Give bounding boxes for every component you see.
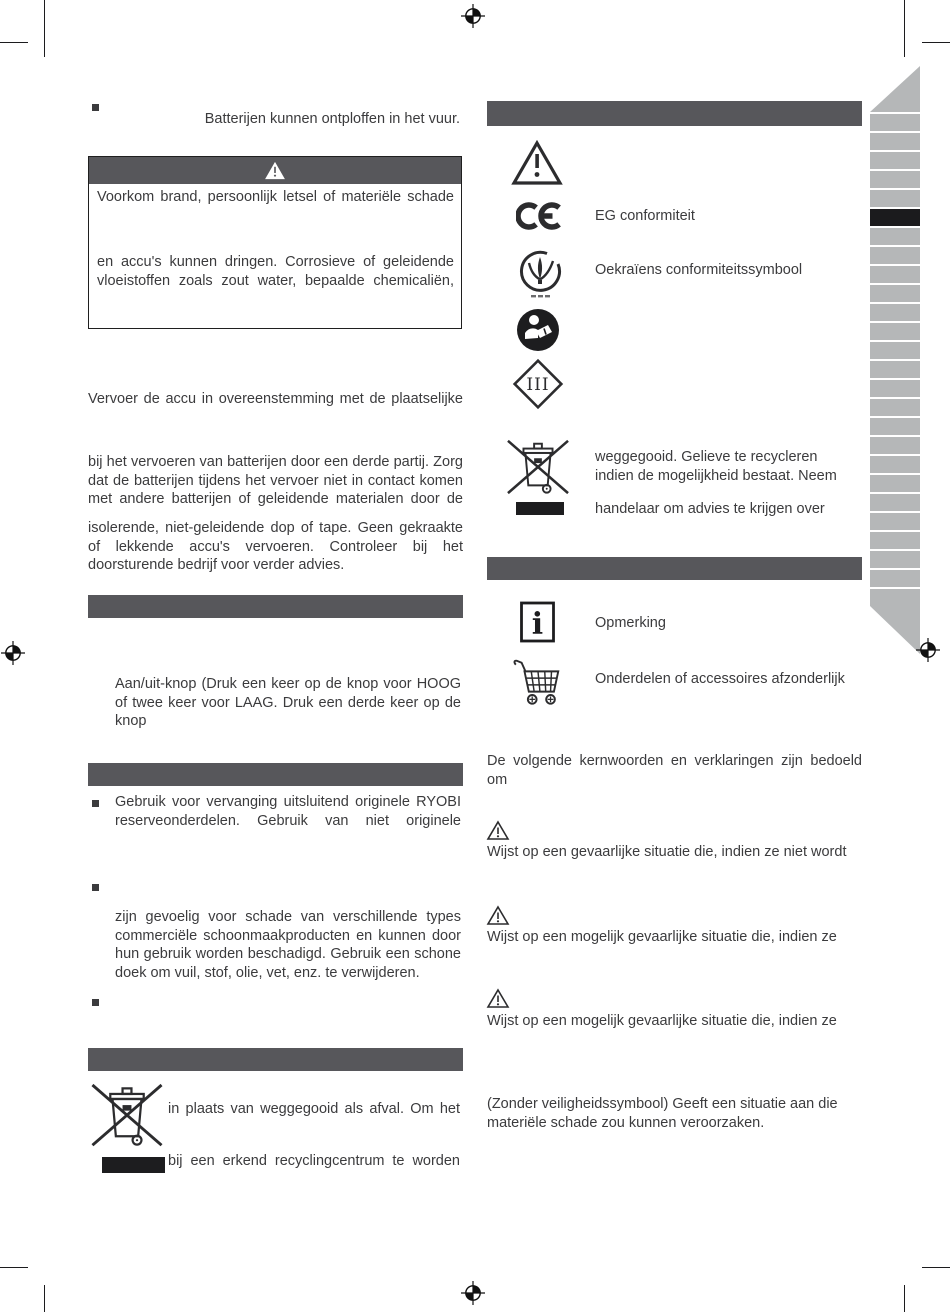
crop-mark (922, 42, 950, 43)
class-iii-icon (511, 358, 565, 410)
warning-triangle-icon (486, 988, 510, 1009)
warning-box (88, 156, 462, 329)
section-header-bar (487, 557, 862, 580)
weee-solid-bar (102, 1157, 165, 1173)
language-tab (870, 399, 920, 416)
weee-bin-icon (503, 435, 573, 497)
transport-paragraph-3: isolerende, niet-geleidende dop of tape. Geen gekraakte of lekkende accu's vervoeren. Controleer bij het doorsturende bedrijf voor verder advies. (88, 520, 463, 574)
language-tab (870, 247, 920, 264)
registration-mark-icon (916, 638, 940, 662)
section-header-bar (88, 595, 463, 618)
language-tab-strip (870, 66, 920, 654)
language-tab (870, 380, 920, 397)
language-tab (870, 323, 920, 340)
section-header-bar (487, 101, 862, 126)
weee-text-line-2: bij een erkend recyclingcentrum te worden (168, 1153, 460, 1169)
language-tab (870, 228, 920, 245)
weee-bin-icon (88, 1078, 166, 1150)
note-info-icon (519, 601, 556, 643)
crop-mark (904, 1285, 905, 1312)
transport-paragraph-2: bij het vervoeren van batterijen door een derde partij. Zorg dat de batterijen tijdens het vervoer niet in contact komen met andere batterijen of geleidende materialen door de (88, 454, 463, 508)
symbol-label-cart: Onderdelen of accessoires afzonderlijk (595, 671, 845, 687)
language-tab (870, 475, 920, 492)
language-tab (870, 285, 920, 302)
list-bullet (92, 999, 99, 1006)
language-tab (870, 266, 920, 283)
language-tab (870, 418, 920, 435)
language-tab (870, 570, 920, 587)
symbol-label-note: Opmerking (595, 615, 666, 631)
registration-mark-icon (461, 1281, 485, 1305)
symbol-label-weee-1: weggegooid. Gelieve te recycleren (595, 449, 818, 465)
read-manual-icon (516, 308, 560, 352)
language-tab (870, 551, 920, 568)
list-bullet (92, 800, 99, 807)
tab-strip-top-triangle (870, 66, 920, 112)
list-bullet (92, 104, 99, 111)
svg-text:i: i (531, 607, 544, 642)
warning-box-text-2: en accu's kunnen dringen. Corrosieve of geleidende vloeistoffen zoals zout water, bepaalde chemicaliën, (97, 254, 454, 289)
keyword-warning-text: Wijst op een mogelijk gevaarlijke situatie die, indien ze (487, 929, 837, 945)
language-tab (870, 133, 920, 150)
crop-mark (922, 1267, 950, 1268)
section-header-bar (88, 763, 463, 786)
symbol-label-ce: EG conformiteit (595, 208, 695, 224)
warning-box-text-1: Voorkom brand, persoonlijk letsel of materiële schade (97, 189, 454, 205)
cleaning-item: zijn gevoelig voor schade van verschillende types commerciële schoonmaakproducten en kunnen door hun gebruik worden beschadigd. Gebruik een schone doek om vuil, stof, olie, vet, enz. te verwijderen. (115, 909, 461, 981)
section-header-bar (88, 1048, 463, 1071)
language-tab (870, 494, 920, 511)
weee-solid-bar (516, 502, 564, 515)
language-tab (870, 437, 920, 454)
warning-triangle-icon (511, 140, 563, 186)
keyword-caution-text: Wijst op een mogelijk gevaarlijke situatie die, indien ze (487, 1013, 837, 1029)
registration-mark-icon (1, 641, 25, 665)
language-tab (870, 304, 920, 321)
language-tab (870, 190, 920, 207)
crop-mark (904, 0, 905, 57)
power-button-note: Aan/uit-knop (Druk een keer op de knop voor HOOG of twee keer voor LAAG. Druk een derde keer op de knop (115, 676, 461, 730)
svg-text:III: III (526, 375, 550, 395)
warning-box-header (89, 157, 461, 184)
warning-triangle-icon (486, 905, 510, 926)
language-tab (870, 171, 920, 188)
symbol-label-weee-3: handelaar om advies te krijgen over (595, 501, 825, 517)
battery-explode-warning-text: Batterijen kunnen ontploffen in het vuur. (204, 111, 460, 127)
language-tab (870, 114, 920, 131)
language-tab (870, 532, 920, 549)
no-symbol-note: (Zonder veiligheidssymbool) Geeft een situatie aan die materiële schade zou kunnen veroorzaken. (487, 1096, 838, 1131)
language-tab-active (870, 209, 920, 226)
language-tab (870, 589, 920, 606)
language-tab (870, 152, 920, 169)
language-tab (870, 342, 920, 359)
warning-triangle-icon (486, 820, 510, 841)
list-bullet (92, 884, 99, 891)
ukraine-conformity-icon (517, 248, 563, 300)
language-tab (870, 456, 920, 473)
warning-triangle-icon (264, 161, 286, 180)
crop-mark (44, 1285, 45, 1312)
tab-strip-bottom-triangle (870, 606, 920, 654)
ce-mark-icon (516, 200, 562, 232)
crop-mark (0, 42, 28, 43)
symbol-label-weee-2: indien de mogelijkheid bestaat. Neem (595, 468, 837, 484)
registration-mark-icon (461, 4, 485, 28)
keywords-intro: De volgende kernwoorden en verklaringen zijn bedoeld om (487, 753, 862, 788)
shopping-cart-icon (511, 656, 565, 708)
transport-paragraph-1: Vervoer de accu in overeenstemming met de plaatselijke (88, 391, 463, 407)
language-tab (870, 513, 920, 530)
spare-parts-item: Gebruik voor vervanging uitsluitend originele RYOBI reserveonderdelen. Gebruik van niet originele (115, 794, 461, 829)
keyword-danger-text: Wijst op een gevaarlijke situatie die, indien ze niet wordt (487, 844, 847, 860)
crop-mark (44, 0, 45, 57)
symbol-label-ukraine: Oekraïens conformiteitssymbool (595, 262, 803, 278)
weee-text-line-1: in plaats van weggegooid als afval. Om het (168, 1101, 460, 1117)
crop-mark (0, 1267, 28, 1268)
language-tab (870, 361, 920, 378)
